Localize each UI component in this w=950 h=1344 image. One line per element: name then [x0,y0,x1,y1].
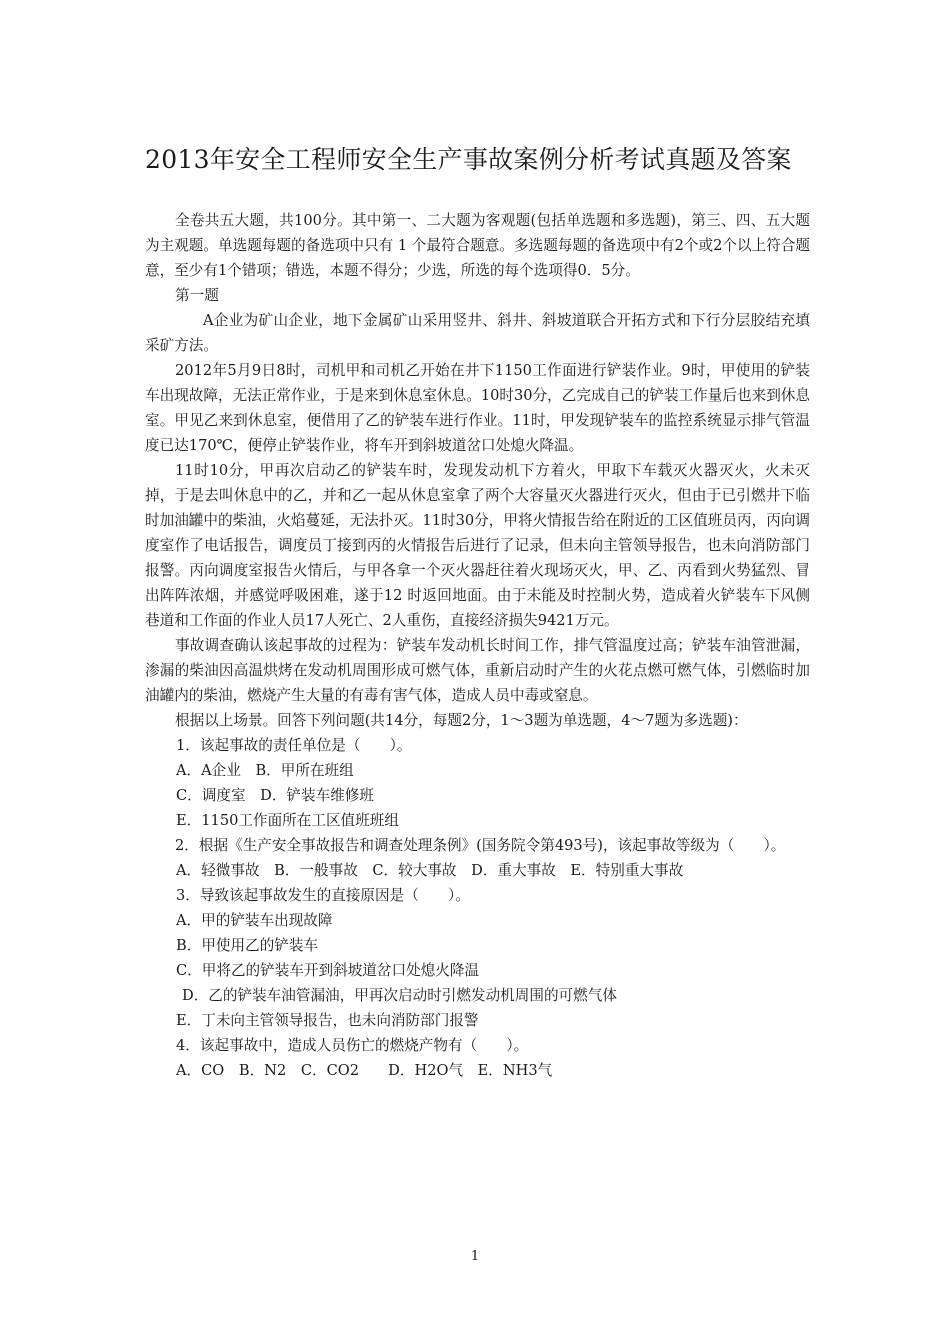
question-1: 1．该起事故的责任单位是（ ）。 [176,737,412,754]
question-4-options: A．CO B．N2 C．CO2 D．H2O气 E．NH3气 [176,1062,553,1079]
intro-paragraph: 全卷共五大题，共100分。其中第一、二大题为客观题(包括单选题和多选题)，第三、四、五大题为主观题。单选题每题的备选项中只有 1 个最符合题意。多选题每题的备选项中有2个或2个以上符合题意，至少有1个错项；错选，本题不得分；少选，所选的每个选项得0．5分。 [145,212,810,279]
section-heading: 第一题 [175,287,219,304]
question-1-options-cd: C．调度室 D．铲装车维修班 [176,787,374,804]
scenario-paragraph: 11时10分，甲再次启动乙的铲装车时，发现发动机下方着火，甲取下车载灭火器灭火，火未灭掉，于是去叫休息中的乙，并和乙一起从休息室拿了两个大容量灭火器进行灭火，但由于已引燃井下临时加油罐中的柴油，火焰蔓延，无法扑灭。11时30分，甲将火情报告给在附近的工区值班员丙，丙向调度室作了电话报告，调度员丁接到丙的火情报告后进行了记录，但未向主管领导报告，也未向消防部门报警。丙向调度室报告火情后，与甲各拿一个灭火器赶往着火现场灭火，甲、乙、丙看到火势猛烈、冒出阵阵浓烟，并感觉呼吸困难，遂于12 时返回地面。由于未能及时控制火势，造成着火铲装车下风侧巷道和工作面的作业人员17人死亡、2人重伤，直接经济损失9421万元。 [145,462,810,629]
question-1-option-e: E．1150工作面所在工区值班班组 [176,812,399,829]
question-2-options: A．轻微事故 B．一般事故 C．较大事故 D．重大事故 E．特别重大事故 [176,862,684,879]
question-3-option-e: E．丁未向主管领导报告，也未向消防部门报警 [176,1012,479,1029]
document-title: 2013年安全工程师安全生产事故案例分析考试真题及答案 [145,145,792,174]
question-3: 3．导致该起事故发生的直接原因是（ ）。 [176,887,470,904]
question-3-option-c: C．甲将乙的铲装车开到斜坡道岔口处熄火降温 [176,962,480,979]
scenario-paragraph: 2012年5月9日8时，司机甲和司机乙开始在井下1150工作面进行铲装作业。9时，甲使用的铲装车出现故障，无法正常作业，于是来到休息室休息。10时30分，乙完成自己的铲装工作量后也来到休息室。甲见乙来到休息室，便借用了乙的铲装车进行作业。11时，甲发现铲装车的监控系统显示排气管温度已达170℃，便停止铲装作业，将车开到斜坡道岔口处熄火降温。 [145,362,810,454]
scenario-paragraph: 根据以上场景。回答下列问题(共14分，每题2分，1～3题为单选题，4～7题为多选题)： [175,712,748,729]
document-body [145,208,810,1083]
scenario-paragraph: A企业为矿山企业，地下金属矿山采用竖井、斜井、斜坡道联合开拓方式和下行分层胶结充填采矿方法。 [145,312,810,354]
scenario-paragraph: 事故调查确认该起事故的过程为：铲装车发动机长时间工作，排气管温度过高；铲装车油管泄漏，渗漏的柴油因高温烘烤在发动机周围形成可燃气体，重新启动时产生的火花点燃可燃气体，引燃临时加油罐内的柴油，燃烧产生大量的有毒有害气体，造成人员中毒或窒息。 [145,637,810,704]
question-3-option-b: B．甲使用乙的铲装车 [176,937,319,954]
question-3-option-a: A．甲的铲装车出现故障 [176,912,333,929]
question-2: 2．根据《生产安全事故报告和调查处理条例》(国务院令第493号)，该起事故等级为（ ）。 [175,837,786,854]
page-number: 1 [470,1249,480,1264]
question-3-option-d: D．乙的铲装车油管漏油，甲再次启动时引燃发动机周围的可燃气体 [182,987,617,1004]
question-4: 4．该起事故中，造成人员伤亡的燃烧产物有（ ）。 [176,1037,529,1054]
question-1-options-ab: A．A企业 B．甲所在班组 [176,762,354,779]
